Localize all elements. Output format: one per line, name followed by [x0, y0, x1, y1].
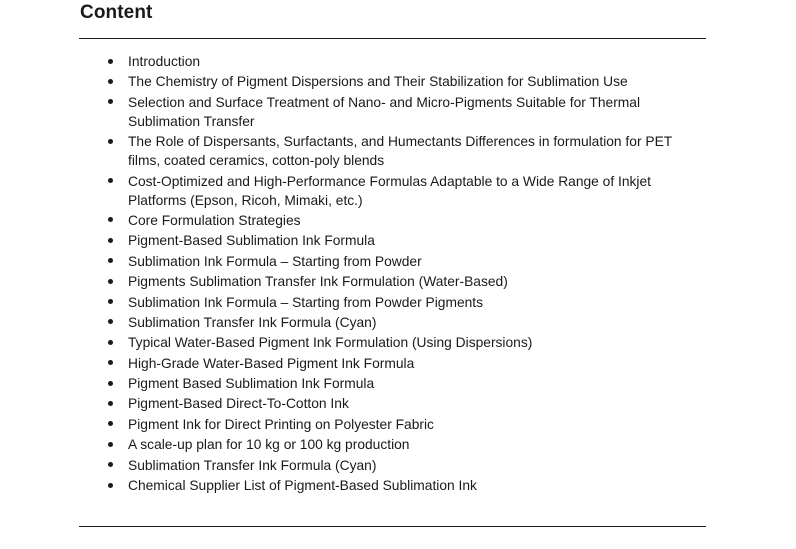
list-item [128, 394, 706, 413]
list-item-text: High-Grade Water-Based Pigment Ink Formula [128, 355, 415, 371]
bullet-icon [108, 360, 113, 365]
list-item [128, 252, 706, 271]
list-item [128, 456, 706, 475]
list-item [128, 132, 706, 170]
list-item-text: Pigments Sublimation Transfer Ink Formulation (Water-Based) [128, 274, 508, 290]
bullet-icon [108, 217, 113, 222]
list-item-text: Typical Water-Based Pigment Ink Formulation (Using Dispersions) [128, 335, 533, 351]
bullet-icon [108, 258, 113, 263]
bullet-icon [108, 279, 113, 284]
top-divider [79, 38, 706, 39]
bullet-icon [108, 381, 113, 386]
bullet-icon [108, 139, 113, 144]
list-item-text: The Role of Dispersants, Surfactants, and Humectants Differences in formulation for PET films, coated ceramics, cotton-poly blends [128, 134, 672, 169]
list-item [128, 72, 706, 91]
bullet-icon [108, 99, 113, 104]
bullet-icon [108, 238, 113, 243]
bullet-icon [108, 178, 113, 183]
list-item [128, 52, 706, 71]
bullet-icon [108, 401, 113, 406]
list-item [128, 293, 706, 312]
list-item-text: Chemical Supplier List of Pigment-Based Sublimation Ink [128, 478, 477, 494]
bullet-icon [108, 79, 113, 84]
bullet-icon [108, 483, 113, 488]
bullet-icon [108, 442, 113, 447]
list-item-text: Pigment Ink for Direct Printing on Polyester Fabric [128, 416, 434, 432]
list-item [128, 231, 706, 250]
list-item-text: Cost-Optimized and High-Performance Formulas Adaptable to a Wide Range of Inkjet Platforms (Epson, Ricoh, Mimaki, etc.) [128, 173, 652, 208]
list-item-text: Sublimation Ink Formula – Starting from Powder Pigments [128, 294, 484, 310]
list-item-text: Pigment-Based Sublimation Ink Formula [128, 233, 375, 249]
list-item-text: Sublimation Ink Formula – Starting from Powder [128, 253, 422, 269]
bullet-icon [108, 59, 113, 64]
list-item-text: Core Formulation Strategies [128, 212, 301, 228]
list-item [128, 415, 706, 434]
content-list [128, 52, 706, 496]
list-item-text: Selection and Surface Treatment of Nano- and Micro-Pigments Suitable for Thermal Sublimation Transfer [128, 94, 641, 129]
list-item-text: Sublimation Transfer Ink Formula (Cyan) [128, 314, 377, 330]
content-heading: Content [80, 2, 153, 23]
list-item-text: The Chemistry of Pigment Dispersions and Their Stabilization for Sublimation Use [128, 74, 628, 90]
list-item [128, 272, 706, 291]
bullet-icon [108, 421, 113, 426]
list-item [128, 211, 706, 230]
bullet-icon [108, 462, 113, 467]
list-item-text: Introduction [128, 54, 201, 69]
list-item [128, 354, 706, 373]
list-item-text: A scale-up plan for 10 kg or 100 kg production [128, 437, 410, 453]
bottom-divider [79, 526, 706, 527]
list-item [128, 374, 706, 393]
bullet-icon [108, 319, 113, 324]
bullet-icon [108, 299, 113, 304]
list-item-text: Pigment-Based Direct-To-Cotton Ink [128, 396, 349, 412]
list-item [128, 93, 706, 131]
list-item-text: Sublimation Transfer Ink Formula (Cyan) [128, 457, 377, 473]
list-item [128, 476, 706, 495]
list-item [128, 313, 706, 332]
list-item-text: Pigment Based Sublimation Ink Formula [128, 376, 375, 392]
list-item [128, 435, 706, 454]
list-item [128, 333, 706, 352]
list-item [128, 172, 706, 210]
bullet-icon [108, 340, 113, 345]
